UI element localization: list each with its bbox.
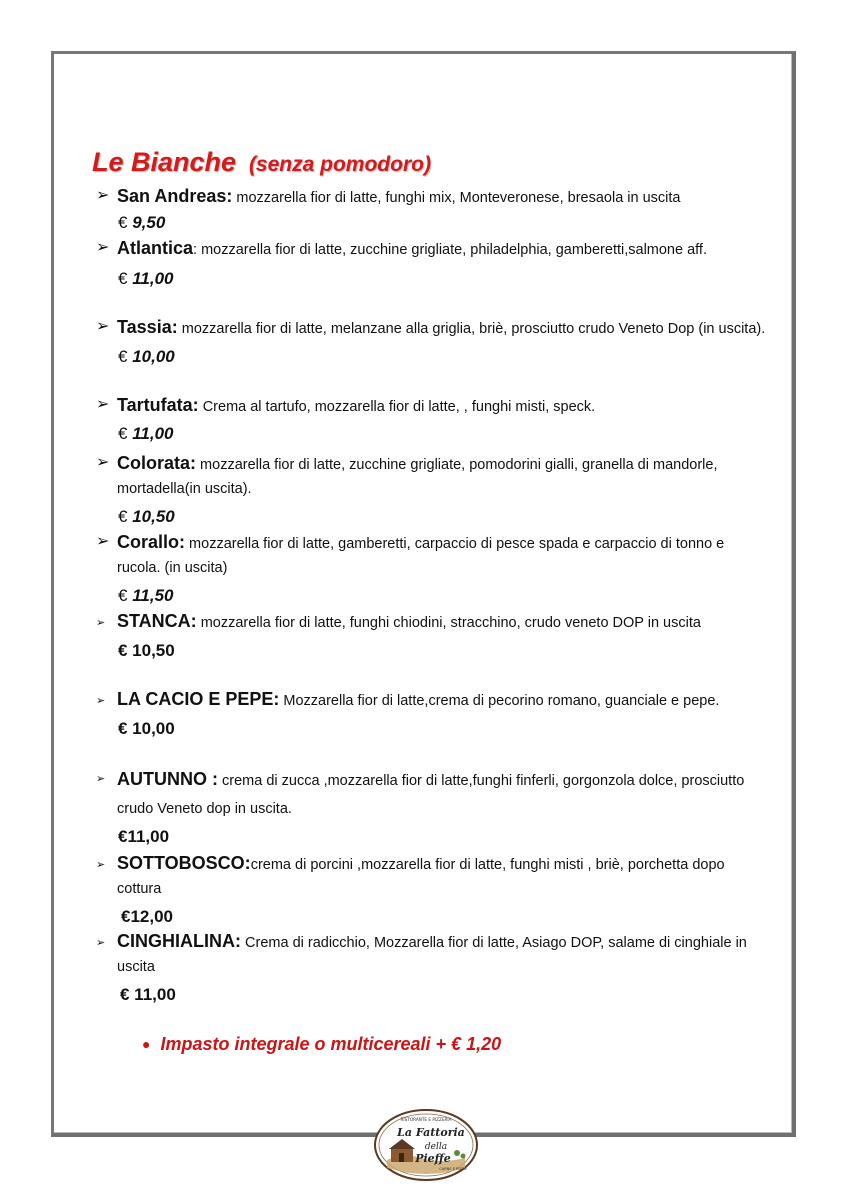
item-description: crema di porcini ,mozzarella fior di latte, funghi misti , briè, porchetta dopo cottura: [117, 857, 725, 897]
arrow-bullet-icon: ➢: [96, 937, 106, 949]
currency-symbol: €: [118, 269, 128, 288]
arrow-bullet-icon: ➢: [96, 617, 106, 629]
arrow-bullet-icon: ➢: [96, 454, 110, 471]
currency-symbol: €: [118, 507, 128, 526]
item-name: Tartufata:: [117, 395, 199, 415]
menu-item-tassia: [96, 315, 768, 393]
item-price: 11,00: [132, 269, 174, 288]
logo-name-line3: Pieffe: [415, 1152, 451, 1165]
menu-item-autunno: [96, 765, 768, 851]
item-price: €11,00: [118, 827, 170, 846]
menu-item-cinghialina: [96, 929, 768, 1007]
item-name: LA CACIO E PEPE:: [117, 689, 280, 709]
item-name: Tassia:: [117, 317, 178, 337]
item-name: AUTUNNO :: [117, 769, 218, 789]
menu-item-sottobosco: [96, 851, 768, 929]
dough-surcharge-note: [142, 1034, 501, 1055]
arrow-bullet-icon: ➢: [96, 695, 106, 707]
item-description: mozzarella fior di latte, gamberetti, carpaccio di pesce spada e carpaccio di tonno e rucola. (in uscita): [117, 536, 725, 576]
logo-name-line1: La Fattoria: [397, 1126, 465, 1139]
menu-item-stanca: [96, 609, 768, 687]
item-name: Corallo:: [117, 532, 186, 552]
item-price: 10,50: [132, 507, 175, 526]
currency-symbol: €: [118, 586, 128, 605]
item-description: mozzarella fior di latte, funghi chiodini, stracchino, crudo veneto DOP in uscita: [200, 615, 701, 631]
item-price: 11,50: [132, 586, 174, 605]
arrow-bullet-icon: ➢: [96, 533, 110, 550]
item-price: €12,00: [121, 907, 173, 926]
logo-caption: RISTORANTE E PIZZERIA: [400, 1117, 452, 1122]
arrow-bullet-icon: ➢: [96, 396, 110, 413]
item-description: mozzarella fior di latte, zucchine grigliate, pomodorini gialli, granella di mandorle, mortadella(in uscita).: [117, 457, 718, 497]
item-name: CINGHIALINA:: [117, 931, 241, 951]
arrow-bullet-icon: ➢: [96, 239, 110, 256]
item-price: 9,50: [132, 213, 166, 232]
arrow-bullet-icon: ➢: [96, 187, 110, 204]
menu-item-san-andreas: [96, 184, 768, 236]
item-name: Atlantica: [117, 238, 194, 258]
menu-item-cacio-e-pepe: [96, 687, 768, 765]
currency-symbol: €: [118, 347, 128, 366]
menu-item-colorata: [96, 451, 768, 530]
item-price: 10,00: [132, 347, 175, 366]
arrow-bullet-icon: ➢: [96, 859, 106, 871]
menu-item-tartufata: [96, 393, 768, 451]
item-description: mozzarella fior di latte, funghi mix, Monteveronese, bresaola in uscita: [236, 190, 681, 206]
item-price: € 10,00: [118, 719, 175, 738]
item-name: San Andreas:: [117, 186, 233, 206]
menu-item-corallo: [96, 530, 768, 609]
item-price: € 10,50: [118, 641, 175, 660]
logo-tagline: CARNE E PIZZA: [439, 1167, 467, 1171]
currency-symbol: €: [118, 213, 128, 232]
bullet-dot-icon: ●: [142, 1036, 151, 1052]
section-title-subtitle: (senza pomodoro): [248, 153, 431, 176]
item-description: Crema al tartufo, mozzarella fior di latte, , funghi misti, speck.: [202, 399, 596, 415]
item-description: Crema di radicchio, Mozzarella fior di latte, Asiago DOP, salame di cinghiale in uscita: [117, 935, 747, 975]
logo-name-line2: della: [424, 1142, 448, 1152]
item-description: crema di zucca ,mozzarella fior di latte,funghi finferli, gorgonzola dolce, prosciutto crudo Veneto dop in uscita.: [117, 773, 745, 817]
menu-item-atlantica: [96, 236, 768, 315]
pizza-list: [96, 184, 768, 1007]
restaurant-logo: [373, 1108, 479, 1182]
arrow-bullet-icon: ➢: [96, 773, 106, 785]
currency-symbol: €: [118, 424, 128, 443]
item-price: 11,00: [132, 424, 174, 443]
item-price: € 11,00: [120, 985, 176, 1004]
item-name: SOTTOBOSCO:: [117, 853, 251, 873]
item-name: STANCA:: [117, 611, 197, 631]
item-description: mozzarella fior di latte, melanzane alla griglia, briè, prosciutto crudo Veneto Dop (in uscita).: [181, 321, 766, 337]
item-description: Mozzarella fior di latte,crema di pecorino romano, guanciale e pepe.: [283, 693, 720, 709]
note-text: Impasto integrale o multicereali + € 1,20: [160, 1034, 502, 1054]
menu-section-title: [92, 142, 431, 179]
item-description: : mozzarella fior di latte, zucchine grigliate, philadelphia, gamberetti,salmone aff.: [193, 242, 707, 258]
section-title-main: Le Bianche: [92, 147, 237, 177]
item-name: Colorata:: [117, 453, 197, 473]
arrow-bullet-icon: ➢: [96, 318, 110, 335]
